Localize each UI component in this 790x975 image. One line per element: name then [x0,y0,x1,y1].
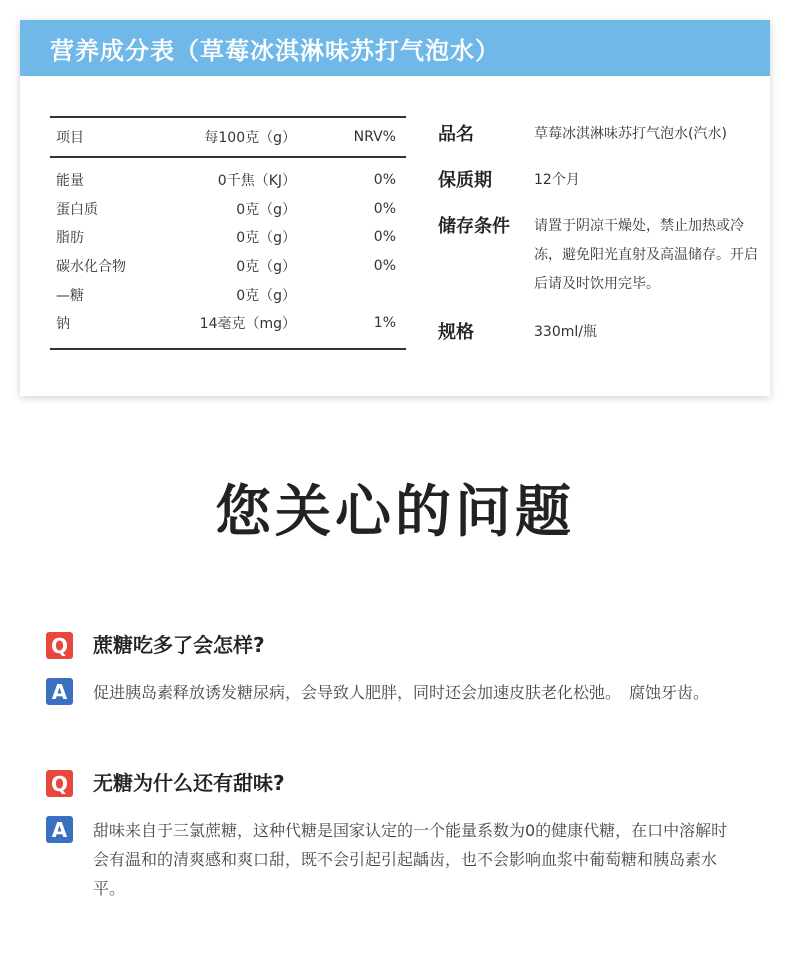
table-row [50,280,406,309]
table-row [50,223,406,252]
faq-answer [46,678,746,707]
answer-badge: A [46,816,73,843]
column-header: 项目 [56,130,84,146]
info-value: 请置于阴凉干燥处，禁止加热或冷冻，避免阳光直射及高温储存。开启后请及时饮用完毕。 [534,218,758,292]
nutrient-nrv: 0% [373,229,396,246]
table-row [50,195,406,224]
nutrient-amount: 0克（g） [236,201,296,218]
nutrient-amount: 0克（g） [236,230,296,247]
nutrient-name: —糖 [56,287,84,304]
nutrient-nrv: 0% [373,172,396,189]
nutrient-name: 蛋白质 [56,201,98,218]
faq-question [46,632,746,659]
question-text: 无糖为什么还有甜味? [93,771,285,795]
question-badge: Q [46,632,73,659]
nutrient-nrv: 0% [373,258,396,275]
faq-title: 您关心的问题 [215,480,575,545]
info-row-spec [438,318,768,347]
table-row [50,166,406,195]
info-label: 规格 [438,322,474,343]
faq-answer [46,816,746,903]
product-info [438,116,768,347]
nutrient-name: 钠 [56,316,70,333]
table-body [50,158,406,348]
nutrient-amount: 0克（g） [236,259,296,276]
info-row-name [438,120,768,149]
column-header: NRV% [353,129,396,145]
card-header [20,20,770,76]
nutrition-table [50,116,406,350]
info-row-shelf-life [438,166,768,195]
nutrient-amount: 0千焦（KJ） [217,173,296,190]
answer-badge: A [46,678,73,705]
question-text: 蔗糖吃多了会怎样? [93,633,265,657]
table-row [50,252,406,281]
answer-text: 甜味来自于三氯蔗糖，这种代糖是国家认定的一个能量系数为0的健康代糖，在口中溶解时会有温和的清爽感和爽口甜，既不会引起引起龋齿，也不会影响血浆中葡萄糖和胰岛素水平。 [93,821,728,898]
nutrient-amount: 0克（g） [236,287,296,304]
nutrient-nrv: 0% [373,200,396,217]
faq-question [46,770,746,797]
info-label: 储存条件 [438,216,510,237]
info-label: 品名 [438,124,474,145]
nutrient-amount: 14毫克（mg） [199,316,296,333]
info-value: 12个月 [534,172,580,188]
table-header-row [50,118,406,158]
nutrient-name: 碳水化合物 [56,259,126,276]
question-badge: Q [46,770,73,797]
info-row-storage [438,212,768,299]
info-value: 草莓冰淇淋味苏打气泡水(汽水) [534,126,727,142]
nutrient-name: 能量 [56,173,84,190]
info-label: 保质期 [438,170,492,191]
nutrient-nrv: 1% [373,315,396,332]
table-row [50,309,406,338]
info-value: 330ml/瓶 [534,324,597,340]
nutrition-card [20,20,770,396]
column-header: 每100克（g） [204,130,296,146]
card-title: 营养成分表（草莓冰淇淋味苏打气泡水） [50,36,500,65]
answer-text: 促进胰岛素释放诱发糖尿病，会导致人肥胖，同时还会加速皮肤老化松弛。 腐蚀牙齿。 [93,683,710,702]
nutrient-name: 脂肪 [56,230,84,247]
